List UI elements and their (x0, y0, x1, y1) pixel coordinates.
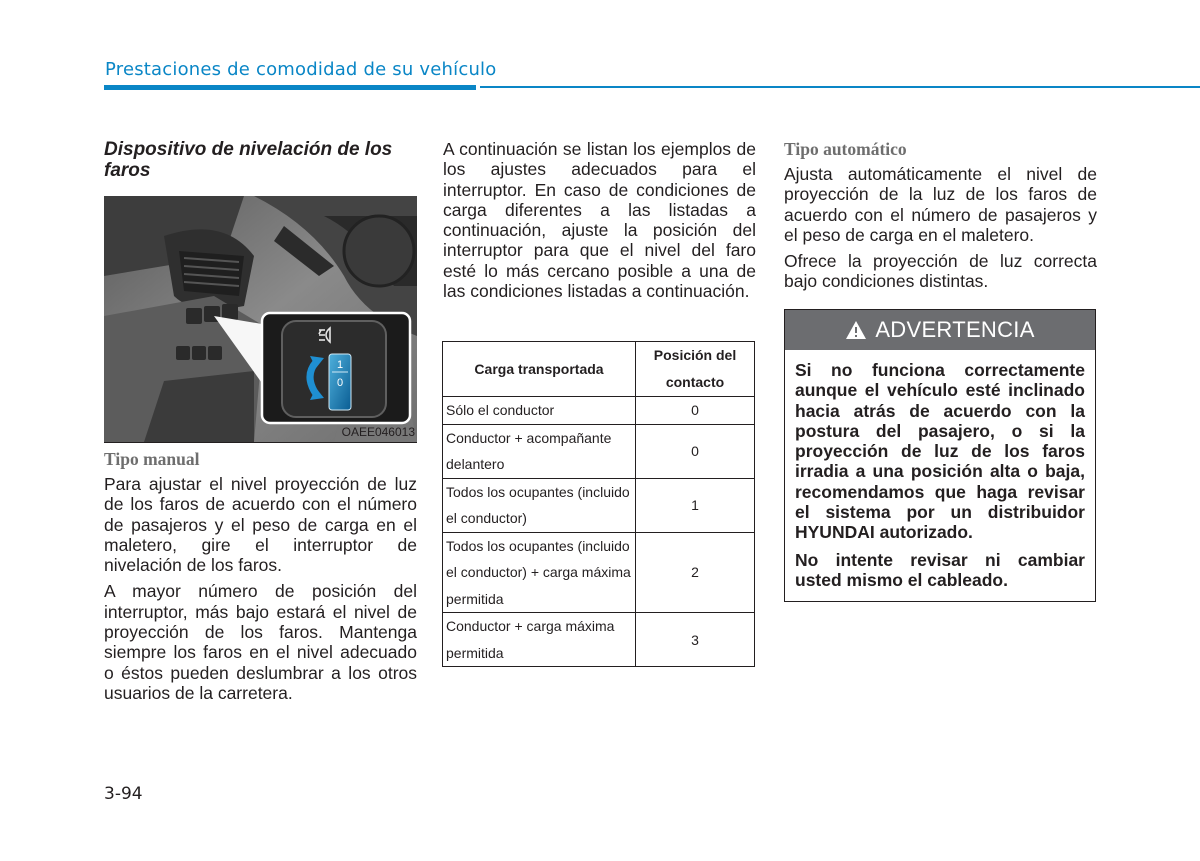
left-column (104, 139, 417, 181)
position-cell: 0 (636, 397, 755, 425)
load-cell: Conductor + carga máxima permitida (443, 613, 636, 667)
svg-text:0: 0 (336, 377, 344, 389)
table-row (443, 397, 755, 425)
intro-paragraph: A continuación se listan los ejemplos de los ajustes adecuados para el interruptor. En caso de condiciones de carga diferentes a las listadas a continuación, ajuste la posición del interruptor para que el nivel del faro esté lo más cercano posible a una de las condiciones listadas a continuación. (443, 139, 756, 302)
auto-heading: Tipo automático (784, 139, 907, 159)
header-rule-thin (480, 86, 1200, 88)
warning-paragraph-2: No intente revisar ni cambiar usted mismo el cableado. (795, 549, 1085, 590)
table-row (443, 613, 755, 667)
load-cell: Todos los ocupantes (incluido el conductor) (443, 478, 636, 532)
figure-code: OAEE046013 (341, 425, 415, 439)
warning-body (785, 350, 1095, 590)
position-cell: 0 (636, 424, 755, 478)
right-column (784, 139, 1097, 292)
table-row (443, 424, 755, 478)
manual-paragraph-1: Para ajustar el nivel proyección de luz de los faros de acuerdo con el número de pasajeros y el peso de carga en el maletero, gire el interruptor de nivelación de los faros. (104, 474, 417, 576)
auto-paragraph-2: Ofrece la proyección de luz correcta bajo condiciones distintas. (784, 251, 1097, 292)
middle-column (443, 139, 756, 301)
manual-heading: Tipo manual (104, 449, 200, 469)
header-rule (104, 85, 476, 90)
auto-paragraph-1: Ajusta automáticamente el nivel de proyección de la luz de los faros de acuerdo con el número de pasajeros y el peso de carga en el maletero. (784, 164, 1097, 245)
section-title: Dispositivo de nivelación de los faros (104, 139, 393, 181)
position-cell: 2 (636, 532, 755, 613)
manual-paragraph-2: A mayor número de posición del interruptor, más bajo estará el nivel de proyección de los faros. Mantenga siempre los faros en el nivel adecuado o éstos pueden deslumbrar a los otros usuarios de la carretera. (104, 581, 417, 703)
headlight-leveling-figure (104, 196, 417, 443)
warning-title: ADVERTENCIA (875, 317, 1035, 342)
warning-header (785, 310, 1095, 350)
svg-text:1: 1 (336, 359, 344, 371)
warning-paragraph-1: Si no funciona correctamente aunque el vehículo esté inclinado hacia atrás de acuerdo con la postura del pasajero, o si la proyección de luz de los faros irradia a una posición alta o baja, recomendamos que haga revisar el sistema por un distribuidor HYUNDAI autorizado. (795, 360, 1085, 543)
position-cell: 3 (636, 613, 755, 667)
warning-box (784, 309, 1096, 602)
load-cell: Todos los ocupantes (incluido el conductor) + carga máxima permitida (443, 532, 636, 613)
page-number: 3-94 (104, 784, 143, 804)
manual-section (104, 449, 417, 703)
column-header-position: Posición del contacto (636, 342, 755, 397)
warning-triangle-icon (845, 320, 867, 340)
dashboard-illustration (104, 196, 417, 442)
section-header-title: Prestaciones de comodidad de su vehículo (105, 59, 497, 80)
column-header-load: Carga transportada (443, 342, 636, 397)
load-cell: Conductor + acompañante delantero (443, 424, 636, 478)
table-row (443, 478, 755, 532)
load-cell: Sólo el conductor (443, 397, 636, 425)
table-header-row (443, 342, 755, 397)
table-row (443, 532, 755, 613)
position-cell: 1 (636, 478, 755, 532)
load-position-table (442, 341, 755, 667)
